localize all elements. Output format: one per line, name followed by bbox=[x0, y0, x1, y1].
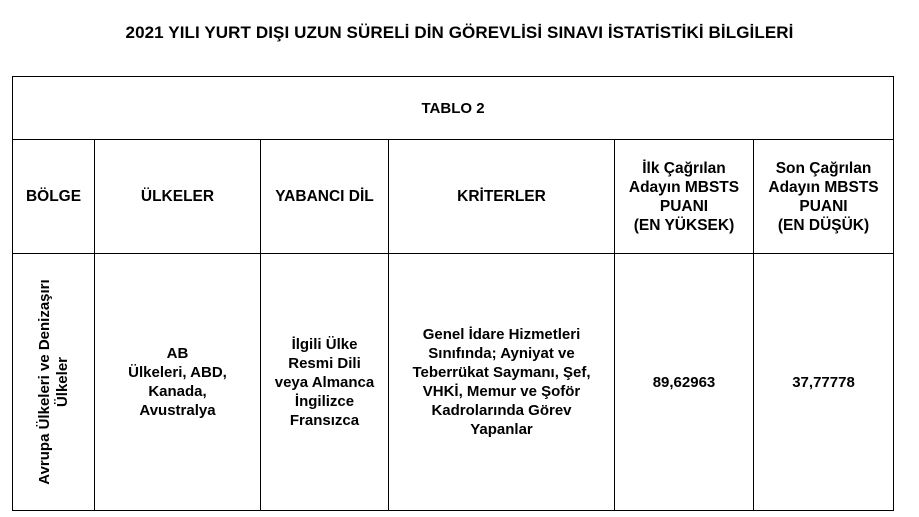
header-language: YABANCI DİL bbox=[261, 140, 389, 254]
cell-lowest-score: 37,77778 bbox=[754, 254, 894, 511]
cell-criteria bbox=[389, 254, 615, 511]
criteria-line: Sınıfında; Ayniyat ve bbox=[428, 345, 575, 362]
header-last-called-score bbox=[754, 140, 894, 254]
table-caption: TABLO 2 bbox=[13, 77, 894, 140]
header-region: BÖLGE bbox=[13, 140, 95, 254]
language-line: İngilizce bbox=[294, 392, 355, 410]
header-line: İlk Çağrılan bbox=[642, 159, 726, 177]
language-line: veya Almanca bbox=[274, 373, 375, 391]
header-line: Son Çağrılan bbox=[775, 159, 872, 177]
criteria-line: Yapanlar bbox=[470, 421, 533, 438]
header-line: PUANI bbox=[659, 197, 709, 215]
header-criteria: KRİTERLER bbox=[389, 140, 615, 254]
header-countries: ÜLKELER bbox=[95, 140, 261, 254]
language-line: İlgili Ülke bbox=[291, 335, 358, 353]
criteria-line: VHKİ, Memur ve Şoför bbox=[422, 383, 581, 400]
criteria-line: Teberrükat Saymanı, Şef, bbox=[412, 364, 591, 381]
header-line: Adayın MBSTS bbox=[768, 178, 879, 196]
cell-region bbox=[13, 254, 95, 511]
statistics-table bbox=[12, 76, 894, 511]
criteria-line: Genel İdare Hizmetleri bbox=[422, 326, 581, 343]
cell-countries bbox=[95, 254, 261, 511]
countries-line: Ülkeleri, ABD, bbox=[128, 364, 227, 381]
header-line: Adayın MBSTS bbox=[628, 178, 740, 196]
header-first-called-score bbox=[615, 140, 754, 254]
table-row bbox=[13, 254, 894, 511]
header-line: (EN YÜKSEK) bbox=[633, 216, 735, 234]
region-vertical-label bbox=[36, 279, 72, 484]
table-header-row bbox=[13, 140, 894, 254]
cell-highest-score: 89,62963 bbox=[615, 254, 754, 511]
cell-language bbox=[261, 254, 389, 511]
countries-line: Avustralya bbox=[139, 402, 216, 419]
countries-line: AB bbox=[166, 345, 189, 362]
header-line: (EN DÜŞÜK) bbox=[777, 216, 870, 234]
region-line: Ülkeler bbox=[53, 356, 71, 408]
header-line: PUANI bbox=[799, 197, 848, 215]
countries-line: Kanada, bbox=[148, 383, 207, 400]
region-line: Avrupa Ülkeleri ve Denizaşırı bbox=[35, 279, 53, 485]
table-caption-row bbox=[13, 77, 894, 140]
document-title: 2021 YILI YURT DIŞI UZUN SÜRELİ DİN GÖREVLİSİ SINAVI İSTATİSTİKİ BİLGİLERİ bbox=[125, 23, 794, 42]
language-line: Resmi Dili bbox=[288, 354, 361, 372]
criteria-line: Kadrolarında Görev bbox=[431, 402, 572, 419]
language-line: Fransızca bbox=[289, 411, 360, 429]
